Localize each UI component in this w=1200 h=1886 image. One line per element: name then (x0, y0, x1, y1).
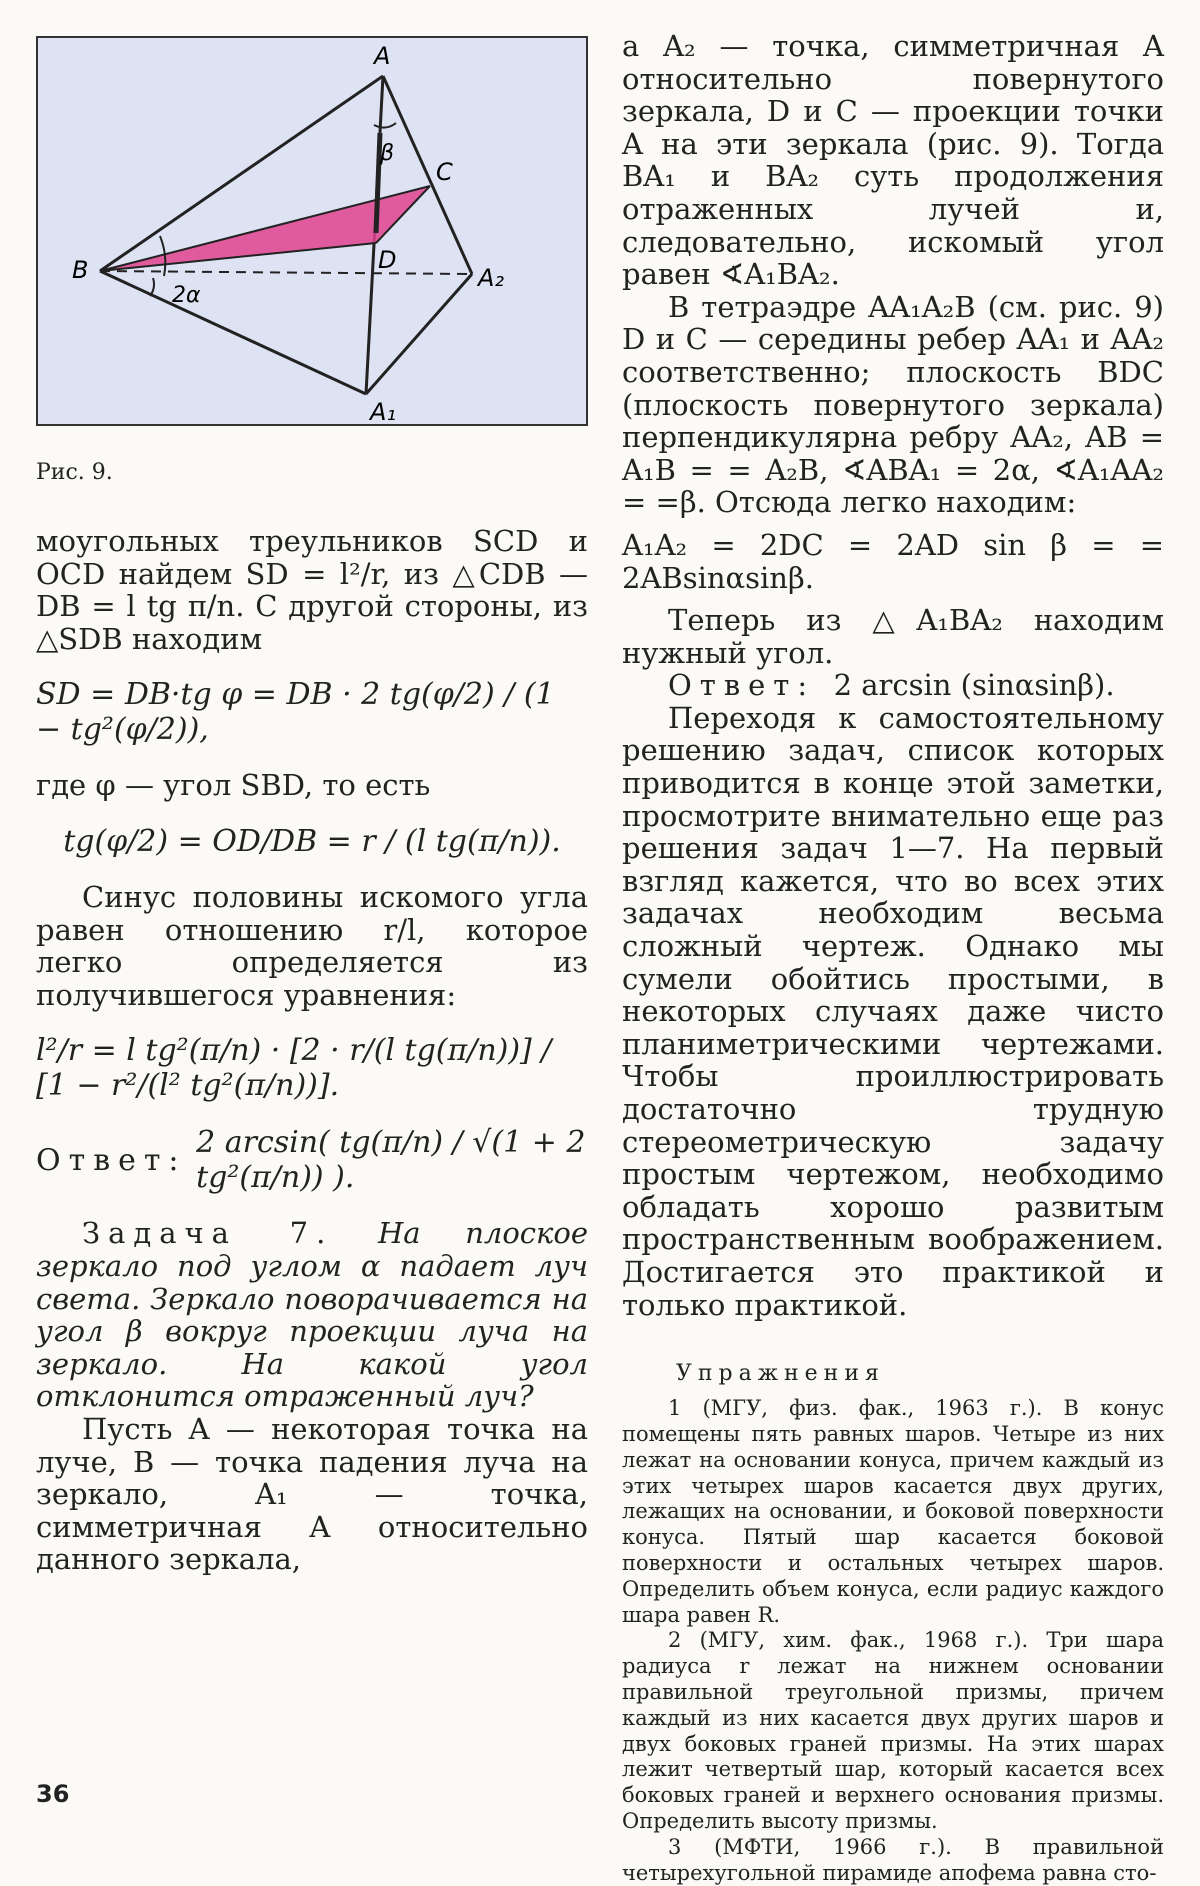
edge-a1a2 (366, 274, 472, 394)
equation-l3: l²/r = l tg²(π/n) · [2 · r/(l tg(π/n))] / [1 − r²/(l² tg²(π/n))]. (36, 1033, 552, 1104)
edge-ba2-hidden (100, 271, 472, 274)
label-a1: A₁ (370, 398, 397, 424)
paragraph-r1: а A₂ — точка, симметричная A относительно повернутого зеркала, D и C — проекции точки A на эти зеркала (рис. 9). Тогда BA₁ и BA₂ суть продолжения отраженных лучей и, следовательно, искомый угол равен ∢A₁BA₂. (622, 29, 1164, 292)
label-b: B (72, 256, 89, 284)
figure-caption: Рис. 9. (36, 460, 113, 485)
answer-l (36, 1125, 588, 1195)
edge-ba1 (100, 271, 366, 394)
paragraph-l3: Синус половины искомого угла равен отношению r/l, которое легко определяется из получившегося уравнения: (36, 879, 588, 1012)
answer-value-r: 2 arcsin (sinαsinβ). (833, 668, 1115, 703)
equation-r1: A₁A₂ = 2DC = 2AD sin β = = 2ABsinαsinβ. (622, 527, 1164, 595)
label-c: C (436, 158, 453, 186)
answer-label-l: Ответ: (36, 1142, 187, 1178)
equation-l1: SD = DB·tg φ = DB · 2 tg(φ/2) / (1 − tg²(φ/2)), (36, 677, 555, 748)
task-label: Задача 7. (82, 1216, 334, 1251)
right-column (622, 30, 1164, 1886)
label-2alpha: 2α (172, 283, 201, 308)
label-a2: A₂ (478, 264, 505, 292)
answer-value-l: 2 arcsin( tg(π/n) / √(1 + 2 tg²(π/n)) ). (196, 1125, 586, 1196)
label-a: A (374, 42, 391, 70)
page-number: 36 (36, 1780, 70, 1808)
answer-r (622, 669, 1164, 702)
paragraph-l4: Пусть A — некоторая точка на луче, B — точка падения луча на зеркало, A₁ — точка, симметричная A относительно данного зеркала, (36, 1411, 588, 1577)
angle-arc-beta (374, 123, 396, 128)
figure-9 (36, 36, 588, 426)
task-text: На плоское зеркало под углом α падает луч света. Зеркало поворачивается на угол β вокруг проекции луча на зеркало. На какой угол отклонится отраженный луч? (36, 1216, 588, 1414)
paragraph-l2: где φ — угол SBD, то есть (36, 768, 431, 803)
label-beta: β (380, 141, 395, 166)
paragraph-l1: моугольных треульников SCD и OCD найдем SD = l²/r, из △CDB — DB = l tg π/n. С другой стороны, из △SDB находим (36, 524, 588, 656)
answer-label-r: Ответ: (668, 668, 816, 703)
exercises-heading: Упражнения (676, 1361, 885, 1387)
task-7 (36, 1217, 588, 1413)
paragraph-r4: Переходя к самостоятельному решению задач, список которых приводится в конце этой заметки, просмотрите внимательно еще раз решения задач 1—7. На первый взгляд кажется, что во всех этих задачах необходим весьма сложный чертеж. Однако мы сумели обойтись простыми, в некоторых случаях даже чисто планиметрическими чертежами. Чтобы проиллюстрировать достаточно трудную стереометрическую задачу простым чертежом, необходимо обладать хорошо развитым пространственным воображением. Достигается это практикой и только практикой. (622, 700, 1164, 1322)
exercise-2: 2 (МГУ, хим. фак., 1968 г.). Три шара радиуса r лежат на нижнем основании правильной треугольной призмы, причем каждый из них касается двух других шаров и двух боковых граней призмы. На этих шарах лежит четвертый шар, который касается всех боковых граней и верхнего основания призмы. Определить высоту призмы. (622, 1628, 1164, 1833)
left-column (36, 36, 588, 1576)
paragraph-r2: В тетраэдре AA₁A₂B (см. рис. 9) D и C — середины ребер AA₁ и AA₂ соответственно; плоскость BDC (плоскость повернутого зеркала) перпендикулярна ребру AA₂, AB = A₁B = = A₂B, ∢ABA₁ = 2α, ∢A₁AA₂ = =β. Отсюда легко находим: (622, 289, 1164, 520)
tetrahedron-diagram (38, 38, 586, 424)
paragraph-r3: Теперь из △A₁BA₂ находим нужный угол. (622, 603, 1164, 670)
edge-aa2 (383, 76, 472, 274)
angle-arc-2alpha (150, 278, 154, 296)
exercise-3: 3 (МФТИ, 1966 г.). В правильной четырехугольной пирамиде апофема равна сто- (622, 1834, 1164, 1885)
equation-l2: tg(φ/2) = OD/DB = r / (l tg(π/n)). (63, 823, 561, 859)
exercise-1: 1 (МГУ, физ. фак., 1963 г.). В конус помещены пять равных шаров. Четыре из них лежат на основании конуса, причем каждый из этих четырех шаров касается двух других, лежащих на основании, и боковой поверхности конуса. Пятый шар касается боковой поверхности и остальных четырех шаров. Определить объем конуса, если радиус каждого шара равен R. (622, 1396, 1164, 1627)
label-d: D (378, 246, 397, 274)
